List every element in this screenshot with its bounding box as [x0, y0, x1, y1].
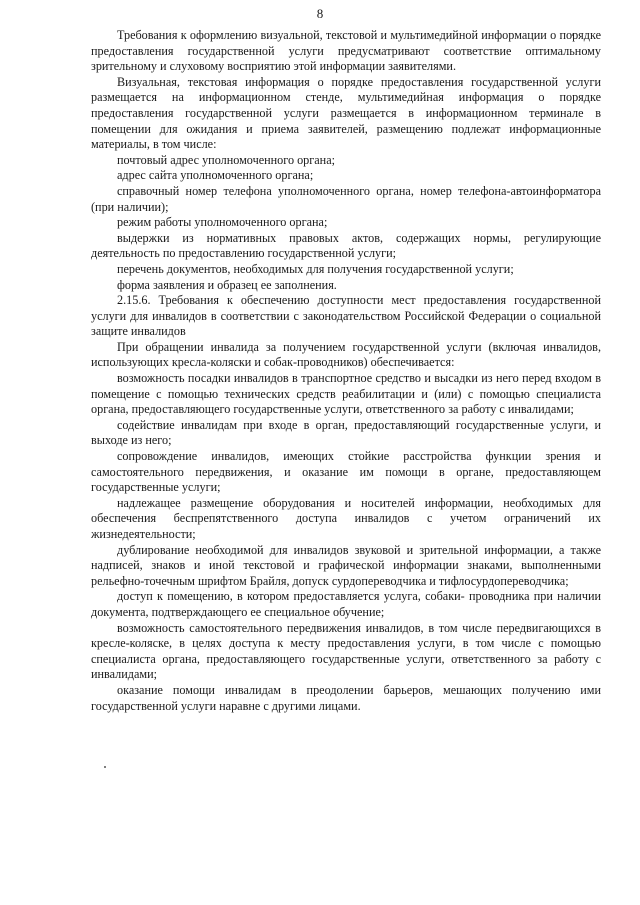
document-body — [91, 28, 601, 714]
list-item-phone: справочный номер телефона уполномоченного органа, номер телефона-автоинформатора (при наличии); — [91, 183, 601, 214]
list-item-legal-extracts: выдержки из нормативных правовых актов, содержащих нормы, регулирующие деятельность по предоставлению государственной услуги; — [91, 230, 601, 261]
list-item-form-sample: форма заявления и образец ее заполнения. — [117, 277, 337, 292]
paragraph-2: Визуальная, текстовая информация о порядке предоставления государственной услуги размещается на информационном стенде, мультимедийная информация о порядке предоставления государственной услуги размещается в информационном терминале в помещении для ожидания и приема заявителей, размещению подлежат информационные материалы, в том числе: — [91, 74, 601, 152]
list-item-entry-assistance: содействие инвалидам при входе в орган, предоставляющий государственные услуги, и выходе из него; — [91, 417, 601, 448]
list-item-site-address: адрес сайта уполномоченного органа; — [117, 168, 314, 183]
list-item-duplication: дублирование необходимой для инвалидов звуковой и зрительной информации, а также надписей, знаков и иной текстовой и графической информации знаками, выполненными рельефно-точечным шрифтом Брайля, допуск сурдопереводчика и тифлосурдопереводчика; — [91, 542, 601, 588]
list-item-equipment: надлежащее размещение оборудования и носителей информации, необходимых для обеспечения беспрепятственного доступа инвалидов с учетом ограничений их жизнедеятельности; — [91, 495, 601, 541]
section-heading-2-15-6: 2.15.6. Требования к обеспечению доступности мест предоставления государственной услуги для инвалидов в соответствии с законодательством Российской Федерации о социальной защите инвалидов — [91, 293, 601, 339]
paragraph-1: Требования к оформлению визуальной, текстовой и мультимедийной информации о порядке предоставления государственной услуги предусматривают соответствие оптимальному зрительному и слуховому восприятию этой информации заявителями. — [91, 28, 601, 74]
list-item-postal-address: почтовый адрес уполномоченного органа; — [117, 152, 336, 167]
paragraph-provision: При обращении инвалида за получением государственной услуги (включая инвалидов, использующих кресла-коляски и собак-проводников) обеспечивается: — [91, 339, 601, 370]
list-item-escort: сопровождение инвалидов, имеющих стойкие расстройства функции зрения и самостоятельного передвижения, и оказание им помощи в органе, предоставляющем государственные услуги; — [91, 449, 601, 495]
list-item-guide-dog: доступ к помещению, в котором предоставляется услуга, собаки- проводника при наличии документа, подтверждающего ее специальное обучение; — [91, 589, 601, 619]
list-item-work-hours: режим работы уполномоченного органа; — [117, 215, 328, 230]
scan-artifact-dot — [104, 766, 106, 768]
list-item-barriers: оказание помощи инвалидам в преодолении барьеров, мешающих получению ими государственной услуги наравне с другими лицами. — [91, 682, 601, 713]
list-item-document-list: перечень документов, необходимых для получения государственной услуги; — [117, 261, 514, 276]
list-item-mobility: возможность самостоятельного передвижения инвалидов, в том числе передвигающихся в кресле-коляске, в целях доступа к месту предоставления услуги, в том числе с помощью специалиста органа, предоставляющего государственные услуги, ответственного за работу с инвалидами; — [91, 620, 601, 682]
list-item-transport: возможность посадки инвалидов в транспортное средство и высадки из него перед входом в помещение с помощью технических средств реабилитации и (или) с помощью специалиста органа, предоставляющего государственные услуги, ответственного за работу с инвалидами; — [91, 371, 601, 417]
page-number: 8 — [316, 6, 324, 21]
